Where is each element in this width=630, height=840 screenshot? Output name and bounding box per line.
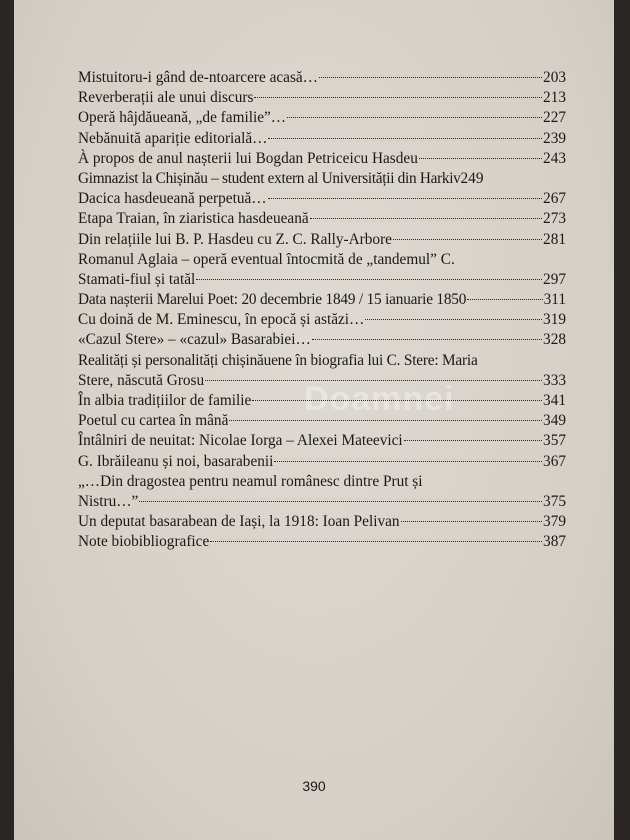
toc-page-number: 367 (543, 452, 566, 470)
toc-title: Data nașterii Marelui Poet: 20 decembrie 1849 / 15 ianuarie 1850 (78, 291, 467, 309)
leader-dots (404, 440, 542, 441)
toc-page-number: 239 (543, 129, 566, 147)
toc-title: Mistuitoru-i gând de-ntoarcere acasă… (78, 69, 318, 86)
toc-title: À propos de anul nașterii lui Bogdan Petriceicu Hasdeu (78, 149, 418, 167)
toc-title-line: Romanul Aglaia – operă eventual întocmită de „tandemul” C. (78, 250, 455, 268)
toc-page-number: 349 (543, 412, 566, 430)
toc-entry (78, 88, 566, 108)
toc-entry (78, 189, 566, 209)
leader-dots (205, 380, 542, 381)
toc-page-number: 319 (543, 311, 566, 329)
toc-entry (78, 290, 566, 310)
leader-dots (274, 461, 542, 462)
toc-title-line: Stamati-fiul și tatăl (78, 270, 196, 288)
leader-dots (254, 97, 542, 98)
toc-title: Din relațiile lui B. P. Hasdeu cu Z. C. Rally-Arbore (78, 230, 392, 248)
leader-dots (467, 299, 542, 300)
toc-entry (78, 230, 566, 250)
toc-title: Etapa Traian, în ziaristica hasdeueană (78, 210, 309, 228)
toc-title: Gimnazist la Chișinău – student extern al Universității din Harkiv (78, 169, 461, 187)
toc-title: Dacica hasdeueană perpetuă… (78, 190, 267, 208)
toc-entry (78, 330, 566, 350)
toc-page-number: 333 (543, 371, 566, 389)
toc-page-number: 387 (543, 533, 566, 551)
toc-page-number: 243 (543, 149, 566, 167)
toc-entry (78, 209, 566, 229)
leader-dots (310, 218, 542, 219)
toc-entry (78, 270, 566, 290)
toc-title-line: Realități și personalități chișinăuene în biografia lui C. Stere: Maria (78, 351, 478, 369)
toc-entry (78, 149, 566, 169)
toc-page-number: 227 (543, 109, 566, 127)
toc-title: Operă hâjdăueană, „de familie”… (78, 109, 287, 127)
toc-page-number: 249 (460, 169, 484, 187)
toc-page-number: 311 (543, 291, 566, 309)
leader-dots (365, 319, 542, 320)
book-page (14, 0, 614, 840)
toc-entry (78, 411, 566, 431)
toc-title: Note biobibliografice (78, 533, 210, 551)
toc-page-number: 379 (543, 513, 566, 531)
toc-entry (78, 391, 566, 411)
toc-page-number: 203 (543, 69, 566, 86)
toc-entry (78, 169, 566, 189)
toc-page-number: 297 (543, 270, 566, 288)
leader-dots (210, 541, 542, 542)
toc-title: În albia tradițiilor de familie (78, 392, 252, 409)
toc-page-number: 328 (543, 331, 566, 349)
toc-page-number: 213 (543, 89, 566, 107)
toc-entry (78, 129, 566, 149)
toc-entry (78, 512, 566, 532)
toc-entry (78, 431, 566, 451)
leader-dots (419, 158, 542, 159)
toc-entry (78, 108, 566, 128)
toc-entry (78, 68, 566, 88)
toc-title-line: Nistru…” (78, 492, 139, 510)
page-number: 390 (302, 778, 326, 794)
leader-dots (393, 239, 542, 240)
toc-entry (78, 310, 566, 330)
toc-entry (78, 371, 566, 391)
leader-dots (287, 117, 542, 118)
toc-page-number: 273 (543, 210, 566, 228)
table-of-contents (78, 68, 566, 553)
toc-title: Reverberații ale unui discurs (78, 89, 254, 107)
toc-title: G. Ibrăileanu și noi, basarabenii (78, 452, 274, 470)
leader-dots (268, 138, 542, 139)
leader-dots (196, 279, 542, 280)
toc-page-number: 267 (543, 190, 566, 208)
toc-title: Un deputat basarabean de Iași, la 1918: Ioan Pelivan (78, 513, 400, 531)
leader-dots (312, 339, 542, 340)
toc-title: Întâlniri de neuitat: Nicolae Iorga – Alexei Mateevici (78, 432, 403, 450)
toc-title: Poetul cu cartea în mână (78, 412, 229, 430)
toc-entry (78, 452, 566, 472)
leader-dots (229, 420, 542, 421)
watermark-logo: Doamnei (304, 380, 455, 418)
leader-dots (139, 501, 542, 502)
toc-page-number: 281 (543, 230, 566, 248)
toc-entry (78, 492, 566, 512)
toc-title: Cu doină de M. Eminescu, în epocă și astăzi… (78, 311, 365, 329)
toc-entry (78, 532, 566, 552)
toc-page-number: 375 (543, 492, 566, 510)
toc-title-line: „…Din dragostea pentru neamul românesc dintre Prut și (78, 472, 423, 490)
leader-dots (268, 198, 542, 199)
leader-dots (319, 77, 542, 78)
toc-title: «Cazul Stere» – «cazul» Basarabiei… (78, 331, 311, 349)
toc-page-number: 357 (543, 432, 566, 450)
leader-dots (401, 521, 542, 522)
toc-title: Nebănuită apariție editorială… (78, 129, 268, 147)
toc-title-line: Stere, născută Grosu (78, 371, 205, 389)
leader-dots (252, 400, 542, 401)
toc-page-number: 341 (543, 392, 566, 409)
